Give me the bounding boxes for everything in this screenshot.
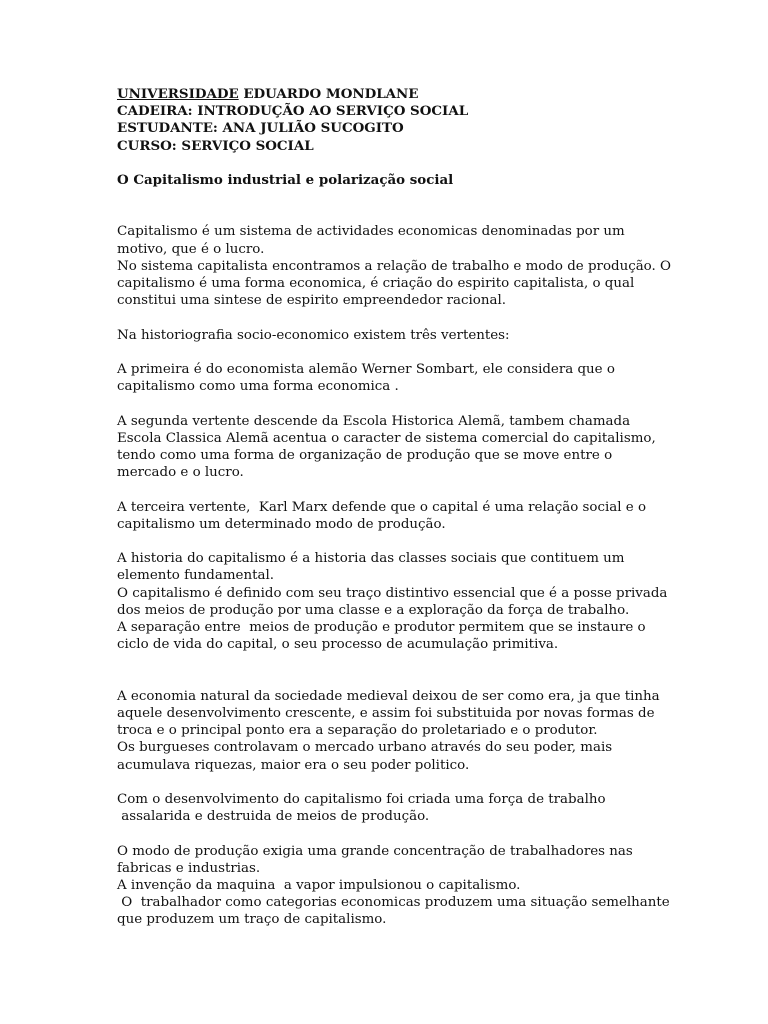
university-name: EDUARDO MONDLANE [238, 86, 419, 102]
university-line [117, 86, 637, 103]
paragraph-line: dos meios de produção por uma classe e a exploração da força de trabalho. [117, 602, 630, 618]
paragraph-line: O modo de produção exigia uma grande concentração de trabalhadores nas [117, 843, 633, 859]
paragraph-line: capitalismo um determinado modo de produção. [117, 516, 446, 532]
document-title: O Capitalismo industrial e polarização social [117, 171, 454, 188]
paragraph-line: acumulava riquezas, maior era o seu poder politico. [117, 757, 470, 773]
paragraph-line: A primeira é do economista alemão Werner Sombart, ele considera que o [117, 362, 615, 377]
paragraph-line: assalarida e destruida de meios de produção. [117, 809, 430, 825]
course-line: CURSO: SERVIÇO SOCIAL [117, 137, 314, 154]
paragraph-line: capitalismo como uma forma economica . [117, 379, 399, 395]
paragraph-2 [117, 327, 637, 344]
paragraph-line: troca e o principal ponto era a separação do proletariado e o produtor. [117, 723, 598, 739]
paragraph-line: Com o desenvolvimento do capitalismo foi criada uma força de trabalho [117, 792, 606, 807]
paragraph-line: que produzem um traço de capitalismo. [117, 912, 387, 928]
paragraph-1 [117, 223, 671, 309]
paragraph-9 [117, 843, 670, 929]
paragraph-line: mercado e o lucro. [117, 465, 244, 481]
paragraph-line: elemento fundamental. [117, 568, 274, 584]
paragraph-line: aquele desenvolvimento crescente, e assim foi substituida por novas formas de [117, 706, 655, 721]
paragraph-line: A historia do capitalismo é a historia das classes sociais que contituem um [117, 551, 625, 567]
paragraph-line: A separação entre meios de produção e produtor permitem que se instaure o [117, 620, 646, 635]
paragraph-line: ciclo de vida do capital, o seu processo de acumulação primitiva. [117, 637, 559, 653]
paragraph-8 [117, 791, 637, 825]
paragraph-5 [117, 499, 647, 533]
university-underlined: UNIVERSIDADE [117, 86, 239, 102]
student-line: ESTUDANTE: ANA JULIÃO SUCOGITO [117, 120, 404, 137]
paragraph-line: fabricas e industrias. [117, 860, 261, 876]
course-subject-line: CADEIRA: INTRODUÇÃO AO SERVIÇO SOCIAL [117, 103, 469, 120]
document-page [117, 86, 671, 929]
paragraph-line: Na historiografia socio-economico existem três vertentes: [117, 327, 510, 343]
paragraph-line: Capitalismo é um sistema de actividades economicas denominadas por um [117, 224, 625, 240]
paragraph-line: capitalismo é uma forma economica, é criação do espirito capitalista, o qual [117, 276, 635, 292]
paragraph-6 [117, 550, 668, 653]
paragraph-line: No sistema capitalista encontramos a relação de trabalho e modo de produção. O [117, 258, 671, 274]
paragraph-line: tendo como uma forma de organização de produção que se move entre o [117, 448, 613, 463]
paragraph-line: A invenção da maquina a vapor impulsionou o capitalismo. [117, 878, 521, 893]
paragraph-line: A economia natural da sociedade medieval deixou de ser como era, ja que tinha [117, 688, 660, 704]
paragraph-line: motivo, que é o lucro. [117, 241, 265, 257]
paragraph-line: A terceira vertente, Karl Marx defende que o capital é uma relação social e o [117, 499, 647, 515]
paragraph-line: A segunda vertente descende da Escola Historica Alemã, tambem chamada [117, 413, 631, 429]
paragraph-line: O trabalhador como categorias economicas produzem uma situação semelhante [117, 895, 670, 911]
paragraph-line: constitui uma sintese de espirito empreendedor racional. [117, 293, 506, 309]
paragraph-line: O capitalismo é definido com seu traço distintivo essencial que é a posse privada [117, 585, 668, 601]
paragraph-3 [117, 361, 637, 395]
paragraph-line: Escola Classica Alemã acentua o caracter de sistema comercial do capitalismo, [117, 430, 656, 446]
paragraph-line: Os burgueses controlavam o mercado urbano através do seu poder, mais [117, 740, 613, 756]
paragraph-7 [117, 688, 660, 774]
paragraph-4 [117, 413, 656, 482]
